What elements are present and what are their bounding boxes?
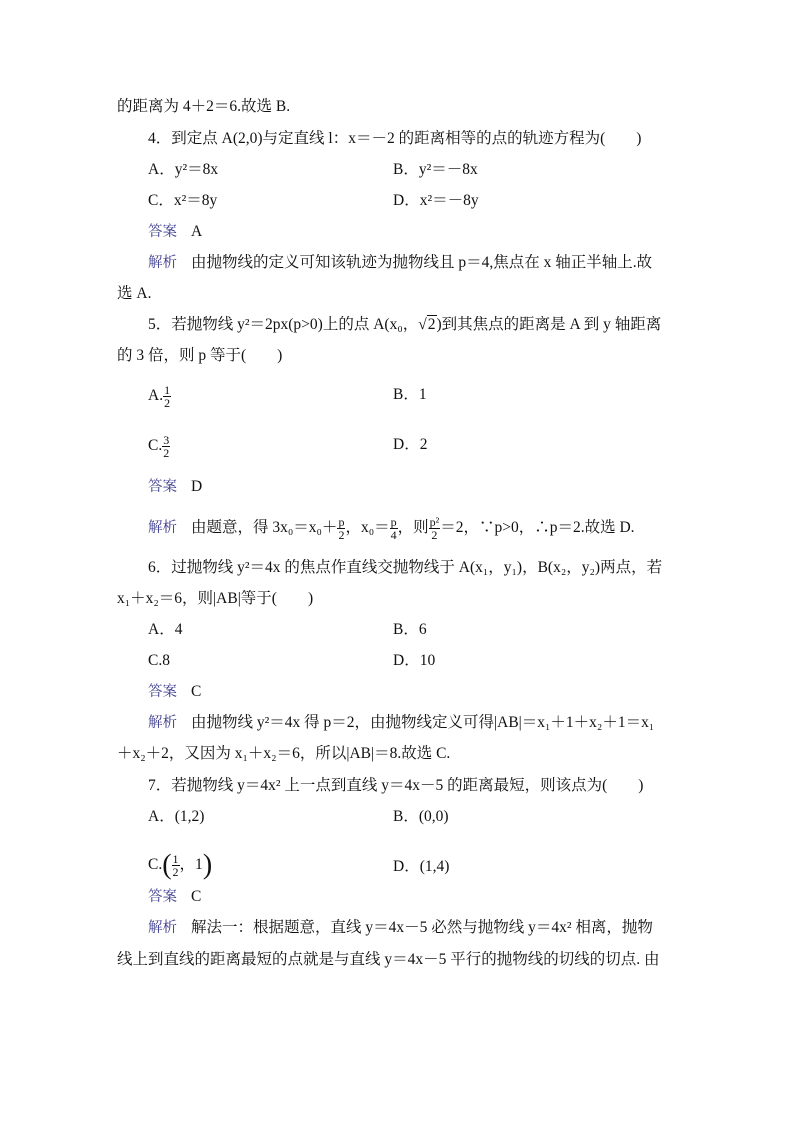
q6-option-d: D．10 (393, 652, 436, 669)
sqrt-symbol: √ (418, 316, 427, 333)
answer-label: 答案 (148, 224, 177, 240)
q4-answer (148, 222, 202, 242)
answer-label: 答案 (148, 889, 177, 905)
q7-stem: 7．若抛物线 y＝4x² 上一点到直线 y＝4x－5 的距离最短，则该点为( ) (148, 777, 644, 794)
q7-analysis (148, 918, 653, 938)
q5-analysis: 解析 由题意，得 3x₀＝x₀＋ $\frac{p}{2}$ ，x₀＝ $\frac{p}{4}$ ，则 $\frac{\text{p²}}{2}$ ＝2，∵p>0，∴p＝2.故选 D. (148, 515, 635, 542)
q5-answer (148, 477, 202, 497)
q6-analysis-cont: ＋x₂＋2，又因为 x₁＋x₂＝6，所以|AB|＝8.故选 C. (117, 745, 451, 762)
q6-analysis-text: 由抛物线 y²＝4x 得 p＝2，由抛物线定义可得|AB|＝x₁＋1＋x₂＋1＝x₁ (191, 714, 655, 731)
q5-option-c: C. $\frac{3}{2}$ (148, 433, 170, 460)
q5-stem-line1: 5．若抛物线 y²＝2px(p>0)上的点 A(x₀，√2)到其焦点的距离是 A 到 y 轴距离 (148, 316, 662, 333)
q7-option-c: C.( $\frac{1}{2}$ ，1) (148, 849, 213, 881)
fraction: $\frac{1}{2}$ (172, 852, 179, 879)
q6-answer (148, 682, 201, 702)
q7-analysis-text: 解法一：根据题意，直线 y＝4x－5 必然与抛物线 y＝4x² 相离，抛物 (191, 919, 653, 936)
q7-answer (148, 887, 201, 907)
fraction: $\frac{p}{4}$ (390, 515, 397, 542)
answer-label: 答案 (148, 479, 177, 495)
q7-analysis-cont: 线上到直线的距离最短的点就是与直线 y＝4x－5 平行的抛物线的切线的切点. 由 (117, 951, 660, 968)
continued-text: 的距离为 4＋2＝6.故选 B. (117, 98, 291, 115)
q6-stem-line2: x₁＋x₂＝6，则|AB|等于( ) (117, 590, 314, 607)
answer-label: 答案 (148, 684, 177, 700)
q7-answer-value: C (191, 888, 202, 905)
q6-option-c: C.8 (148, 652, 170, 669)
q5-answer-value: D (191, 478, 203, 495)
q4-option-a: A．y²＝8x (148, 161, 219, 178)
q7-option-a: A．(1,2) (148, 808, 205, 825)
analysis-label: 解析 (148, 520, 177, 537)
q7-option-d: D．(1,4) (393, 858, 450, 875)
sqrt-radicand: 2 (427, 316, 436, 333)
q4-analysis-cont: 选 A. (117, 285, 152, 302)
analysis-label: 解析 (148, 715, 177, 731)
q5-stem-line2: 的 3 倍，则 p 等于( ) (117, 347, 283, 364)
fraction: $\frac{p}{2}$ (338, 515, 345, 542)
q4-analysis-text: 由抛物线的定义可知该轨迹为抛物线且 p＝4,焦点在 x 轴正半轴上.故 (191, 254, 653, 271)
fraction: $\frac{1}{2}$ (164, 383, 171, 410)
fraction: $\frac{\text{p²}}{2}$ (429, 515, 440, 542)
q4-stem: 4．到定点 A(2,0)与定直线 l：x＝－2 的距离相等的点的轨迹方程为( ) (148, 130, 642, 147)
q4-option-b: B．y²＝－8x (393, 161, 478, 178)
q5-option-b: B．1 (393, 386, 427, 403)
analysis-label: 解析 (148, 920, 177, 936)
q4-option-c: C．x²＝8y (148, 192, 218, 209)
q6-answer-value: C (191, 683, 202, 700)
q6-option-a: A．4 (148, 621, 183, 638)
q6-stem-line1: 6．过抛物线 y²＝4x 的焦点作直线交抛物线于 A(x₁，y₁)，B(x₂，y₂)两点，若 (148, 559, 663, 576)
q7-option-b: B．(0,0) (393, 808, 449, 825)
q4-analysis (148, 253, 652, 273)
q6-analysis (148, 713, 654, 733)
q5-option-d: D．2 (393, 436, 428, 453)
q6-option-b: B．6 (393, 621, 427, 638)
analysis-label: 解析 (148, 255, 177, 271)
q4-option-d: D．x²＝－8y (393, 192, 479, 209)
q4-answer-value: A (191, 223, 203, 240)
fraction: $\frac{3}{2}$ (163, 433, 170, 460)
q5-option-a: A. $\frac{1}{2}$ (148, 383, 171, 410)
